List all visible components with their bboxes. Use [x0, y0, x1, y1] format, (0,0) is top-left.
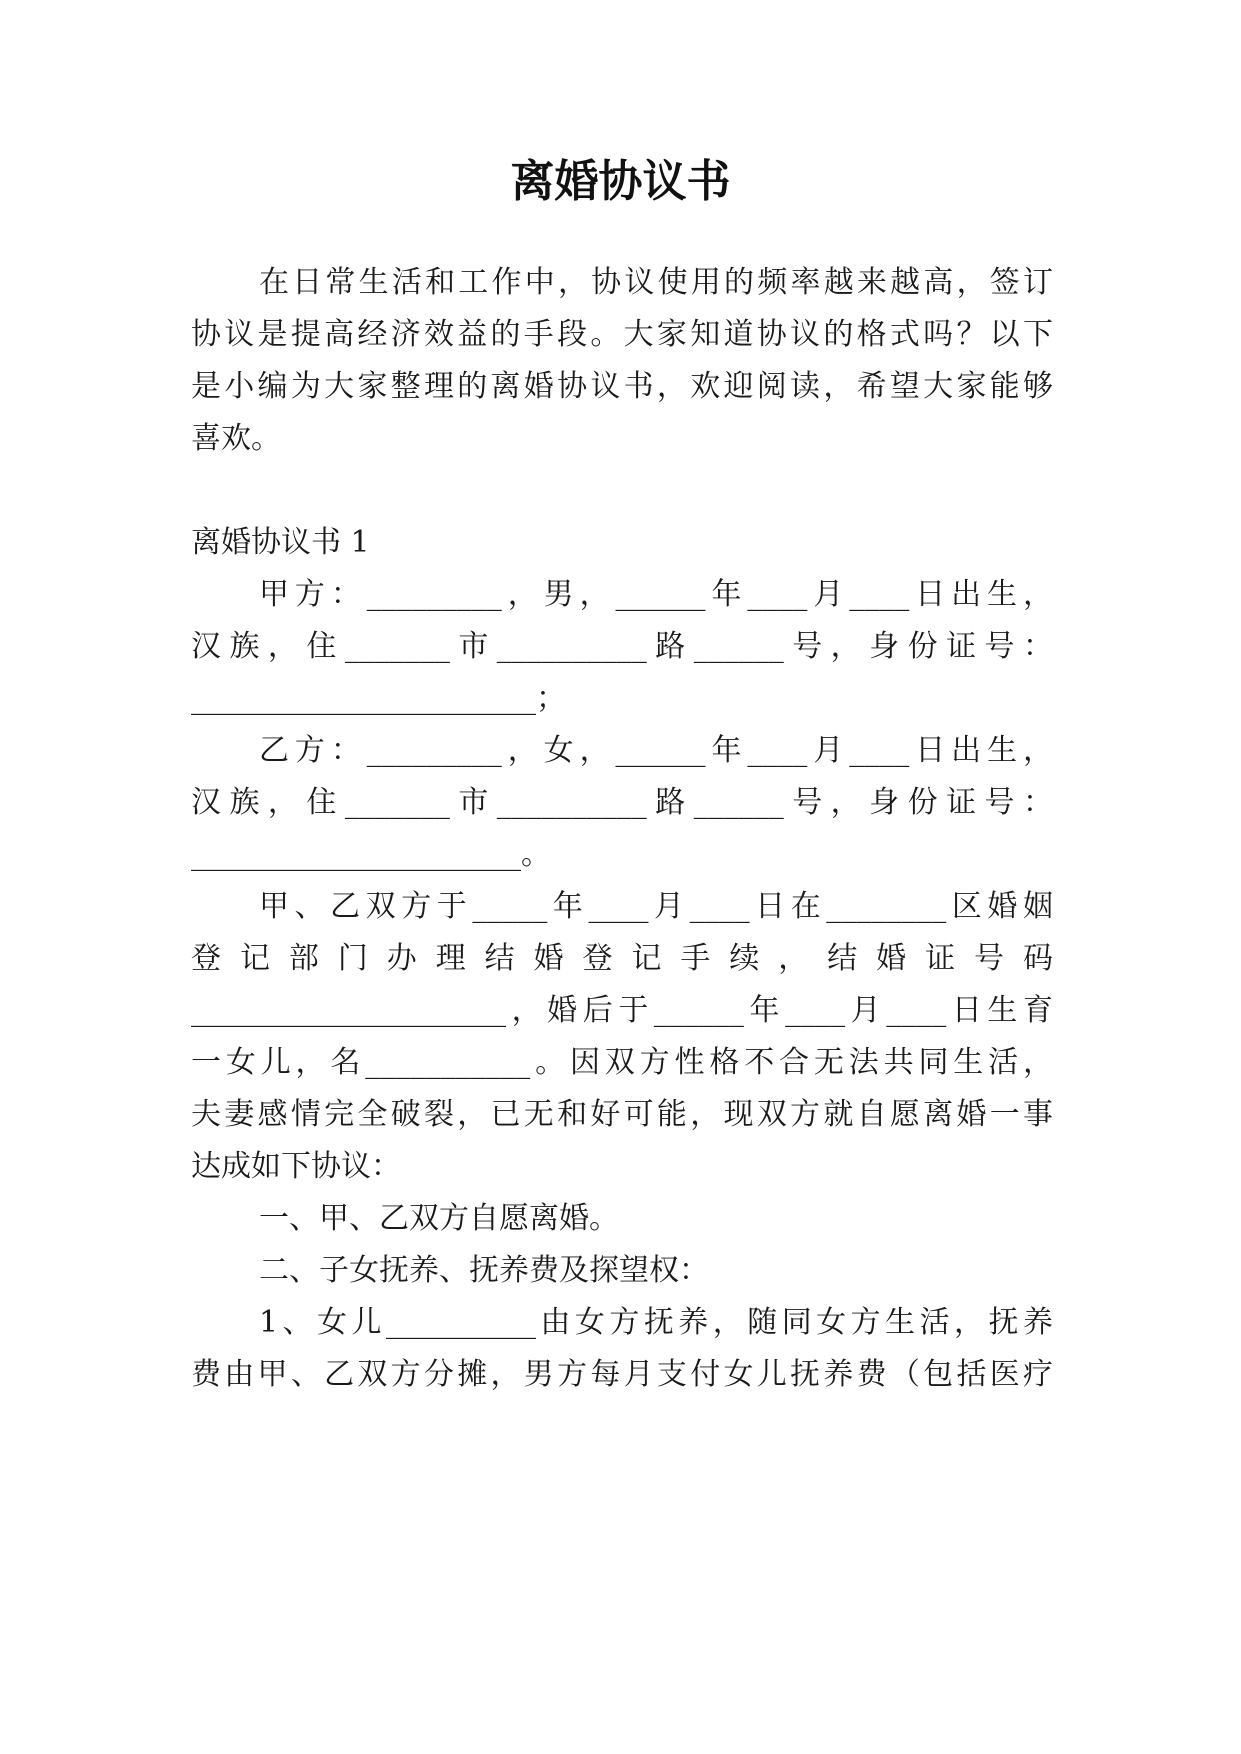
clause-2-item-1-line-2: 费由甲、乙双方分摊，男方每月支付女儿抚养费（包括医疗	[191, 1357, 1053, 1392]
marriage-line-2: 登记部门办理结婚登记手续，结婚证号码	[191, 941, 1053, 976]
party-b-line-1: 乙方：_________，女，______年____月____日出生，	[259, 733, 1053, 768]
party-a-line-3: _______________________；	[191, 681, 566, 716]
clause-2-item-1-line-1: 1、女儿__________由女方抚养，随同女方生活，抚养	[259, 1305, 1053, 1340]
section-heading: 离婚协议书 1	[191, 525, 370, 560]
party-b-line-3: ______________________。	[191, 837, 551, 872]
clause-1: 一、甲、乙双方自愿离婚。	[259, 1201, 619, 1236]
party-a-line-2: 汉族，住_______市__________路______号，身份证号：	[191, 629, 1053, 664]
clause-2: 二、子女抚养、抚养费及探望权：	[259, 1253, 709, 1288]
marriage-line-3: _____________________，婚后于______年____月____日生育	[191, 993, 1053, 1028]
marriage-line-5: 夫妻感情完全破裂，已无和好可能，现双方就自愿离婚一事	[191, 1097, 1053, 1132]
party-a-line-1: 甲方：_________，男，______年____月____日出生，	[259, 577, 1053, 612]
intro-line-4: 喜欢。	[191, 421, 281, 456]
marriage-line-4: 一女儿，名___________。因双方性格不合无法共同生活，	[191, 1045, 1053, 1080]
intro-line-1: 在日常生活和工作中，协议使用的频率越来越高，签订	[259, 265, 1053, 300]
party-b-line-2: 汉族，住_______市__________路______号，身份证号：	[191, 785, 1053, 820]
marriage-line-6: 达成如下协议：	[191, 1149, 401, 1184]
marriage-line-1: 甲、乙双方于_____年____月____日在________区婚姻	[259, 889, 1053, 924]
intro-line-2: 协议是提高经济效益的手段。大家知道协议的格式吗？以下	[191, 317, 1053, 352]
intro-line-3: 是小编为大家整理的离婚协议书，欢迎阅读，希望大家能够	[191, 369, 1053, 404]
document-title: 离婚协议书	[510, 156, 731, 207]
